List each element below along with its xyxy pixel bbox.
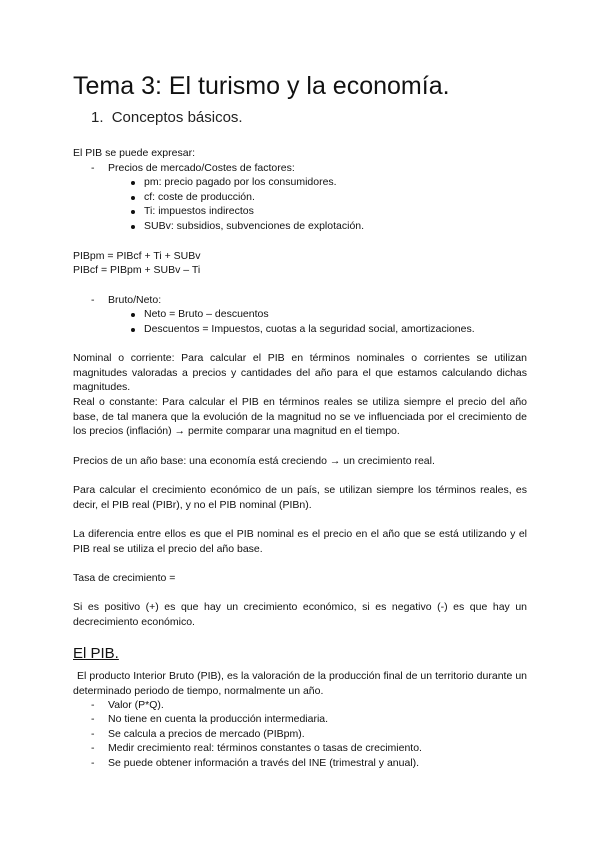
dash-bullet: - [91,162,95,174]
list-item [91,161,95,176]
pib-forms-item: Precios de mercado/Costes de factores: [108,162,295,174]
bullet-icon [131,225,135,229]
pib-intro: El PIB se puede expresar: [73,147,195,159]
dash-bullet: - [91,742,95,754]
bullet-icon [131,210,135,214]
bullet-icon [131,328,135,332]
paragraph-precios-base: Precios de un año base: una economía está creciendo → un crecimiento real. [73,455,435,467]
list-item [91,293,95,308]
page-title: Tema 3: El turismo y la economía. [73,72,450,100]
paragraph-tasa: Tasa de crecimiento = [73,572,176,584]
formula: PIBpm = PIBcf + Ti + SUBv [73,250,201,262]
dash-bullet: - [91,294,95,306]
list-subitem: Neto = Bruto – descuentos [144,308,269,320]
list-subitem: cf: coste de producción. [144,191,255,203]
paragraph-crecimiento: Para calcular el crecimiento económico de un país, se utilizan siempre los términos reales, es decir, el PIB real (PIBr), y no el PIB nominal (PIBn). [73,484,527,511]
list-item: Valor (P*Q). [108,699,164,711]
list-item: Se puede obtener información a través del INE (trimestral y anual). [108,757,420,769]
bullet-icon [131,181,135,185]
section-label: Conceptos básicos. [111,109,243,126]
list-item: Se calcula a precios de mercado (PIBpm). [108,728,305,740]
bruto-neto-item: Bruto/Neto: [108,294,162,306]
list-subitem: pm: precio pagado por los consumidores. [144,176,337,188]
paragraph-real: Real o constante: Para calcular el PIB en términos reales se utiliza siempre el precio del año base, de tal manera que la evolución de la magnitud no se ve influenciada por el crecimiento de los precios (inflación) → permite comparar una magnitud en el tiempo. [73,396,527,438]
paragraph-diferencia: La diferencia entre ellos es que el PIB nominal es el precio en el año que se está utilizando y el PIB real se utiliza el precio del año base. [73,528,527,555]
bullet-icon [131,313,135,317]
paragraph-pib-def: El producto Interior Bruto (PIB), es la valoración de la producción final de un territorio durante un determinado periodo de tiempo, normalmente un año. [73,670,527,697]
formula: PIBcf = PIBpm + SUBv – Ti [73,264,201,276]
dash-bullet: - [91,757,95,769]
list-item: No tiene en cuenta la producción intermediaria. [108,713,329,725]
list-subitem: Descuentos = Impuestos, cuotas a la seguridad social, amortizaciones. [144,323,475,335]
section-heading-pib: El PIB. [73,645,119,662]
bullet-icon [131,196,135,200]
section-number: 1. [91,109,104,126]
paragraph-nominal: Nominal o corriente: Para calcular el PIB en términos nominales o corrientes se utilizan magnitudes valoradas a precios y cantidades del año para el que estamos calculando dichas magnitudes. [73,352,527,394]
dash-bullet: - [91,713,95,725]
section-heading [91,109,243,126]
list-subitem: SUBv: subsidios, subvenciones de explotación. [144,220,365,232]
dash-bullet: - [91,728,95,740]
list-item: Medir crecimiento real: términos constantes o tasas de crecimiento. [108,742,422,754]
paragraph-positivo: Si es positivo (+) es que hay un crecimiento económico, si es negativo (-) es que hay un decrecimiento económico. [73,601,527,628]
dash-bullet: - [91,699,95,711]
list-subitem: Ti: impuestos indirectos [144,205,254,217]
